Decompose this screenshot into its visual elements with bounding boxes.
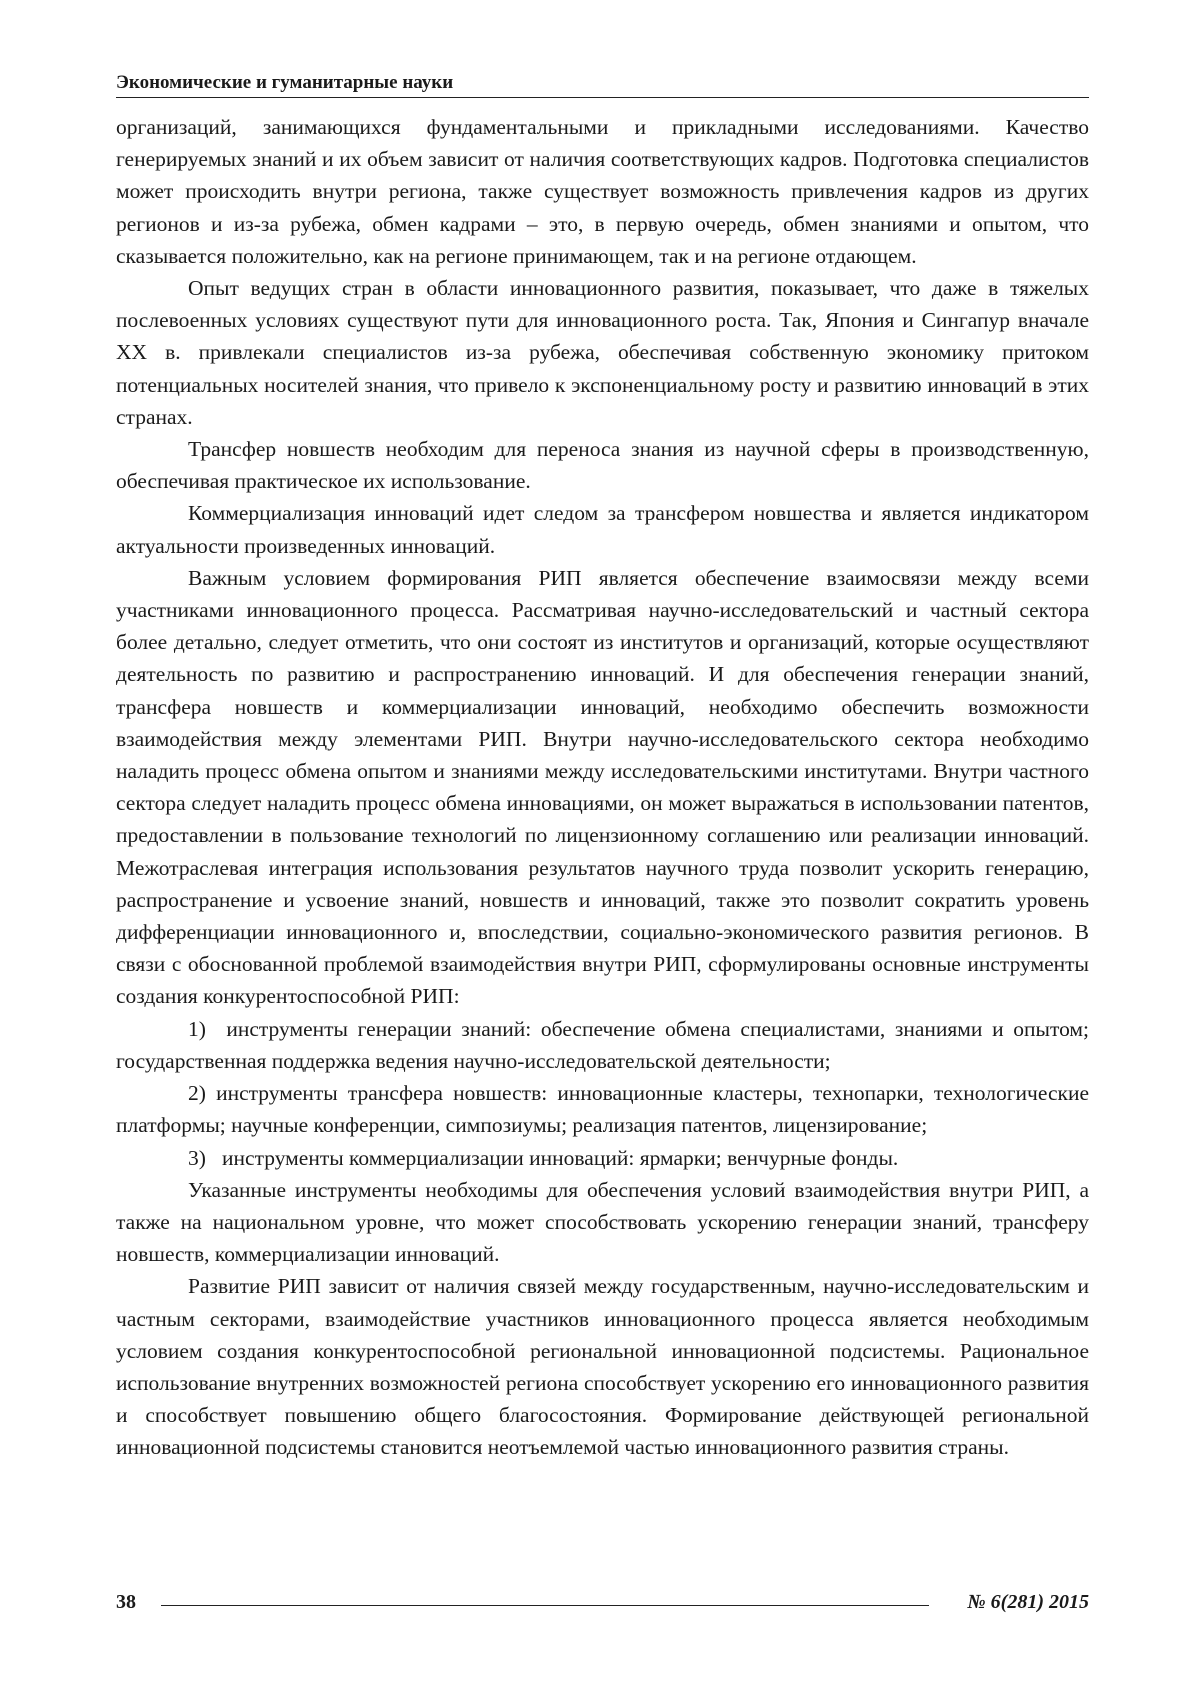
page-number: 38 (116, 1591, 136, 1614)
footer-rule (161, 1605, 929, 1606)
paragraph-continuation: организаций, занимающихся фундаментальными и прикладными исследованиями. Качество генерируемых знаний и их объем зависит от наличия соответствующих кадров. Подготовка специалистов может происходить внутри региона, также существует возможность привлечения кадров из других регионов и из-за рубежа, обмен кадрами – это, в первую очередь, обмен знаниями и опытом, что сказывается положительно, как на регионе принимающем, так и на регионе отдающем. (116, 111, 1089, 272)
issue-number: № 6(281) 2015 (967, 1591, 1089, 1614)
paragraph: Коммерциализация инноваций идет следом за трансфером новшества и является индикатором актуальности произведенных инноваций. (116, 497, 1089, 561)
list-item: 3) инструменты коммерциализации инноваций: ярмарки; венчурные фонды. (116, 1142, 1089, 1174)
paragraph: Опыт ведущих стран в области инновационного развития, показывает, что даже в тяжелых послевоенных условиях существуют пути для инновационного роста. Так, Япония и Сингапур вначале XX в. привлекали специалистов из-за рубежа, обеспечивая собственную экономику притоком потенциальных носителей знания, что привело к экспоненциальному росту и развитию инноваций в этих странах. (116, 272, 1089, 433)
list-item: 2) инструменты трансфера новшеств: инновационные кластеры, технопарки, технологические платформы; научные конференции, симпозиумы; реализация патентов, лицензирование; (116, 1077, 1089, 1141)
page-footer (116, 1591, 1089, 1617)
paragraph: Указанные инструменты необходимы для обеспечения условий взаимодействия внутри РИП, а также на национальном уровне, что может способствовать ускорению генерации знаний, трансферу новшеств, коммерциализации инноваций. (116, 1174, 1089, 1271)
paragraph: Развитие РИП зависит от наличия связей между государственным, научно-исследовательским и частным секторами, взаимодействие участников инновационного процесса является необходимым условием создания конкурентоспособной региональной инновационной подсистемы. Рациональное использование внутренних возможностей региона способствует ускорению его инновационного развития и способствует повышению общего благосостояния. Формирование действующей региональной инновационной подсистемы становится неотъемлемой частью инновационного развития страны. (116, 1270, 1089, 1463)
journal-page (0, 0, 1200, 1698)
list-item: 1) инструменты генерации знаний: обеспечение обмена специалистами, знаниями и опытом; государственная поддержка ведения научно-исследовательской деятельности; (116, 1013, 1089, 1077)
running-header: Экономические и гуманитарные науки (116, 72, 1089, 98)
paragraph: Важным условием формирования РИП является обеспечение взаимосвязи между всеми участниками инновационного процесса. Рассматривая научно-исследовательский и частный сектора более детально, следует отметить, что они состоят из институтов и организаций, которые осуществляют деятельность по развитию и распространению инноваций. И для обеспечения генерации знаний, трансфера новшеств и коммерциализации инноваций, необходимо обеспечить возможности взаимодействия между элементами РИП. Внутри научно-исследовательского сектора необходимо наладить процесс обмена опытом и знаниями между исследовательскими институтами. Внутри частного сектора следует наладить процесс обмена инновациями, он может выражаться в использовании патентов, предоставлении в пользование технологий по лицензионному соглашению или реализации инноваций. Межотраслевая интеграция использования результатов научного труда позволит ускорить генерацию, распространение и усвоение знаний, новшеств и инноваций, также это позволит сократить уровень дифференциации инновационного и, впоследствии, социально-экономического развития регионов. В связи с обоснованной проблемой взаимодействия внутри РИП, сформулированы основные инструменты создания конкурентоспособной РИП: (116, 562, 1089, 1013)
paragraph: Трансфер новшеств необходим для переноса знания из научной сферы в производственную, обеспечивая практическое их использование. (116, 433, 1089, 497)
article-body (116, 111, 1089, 1464)
